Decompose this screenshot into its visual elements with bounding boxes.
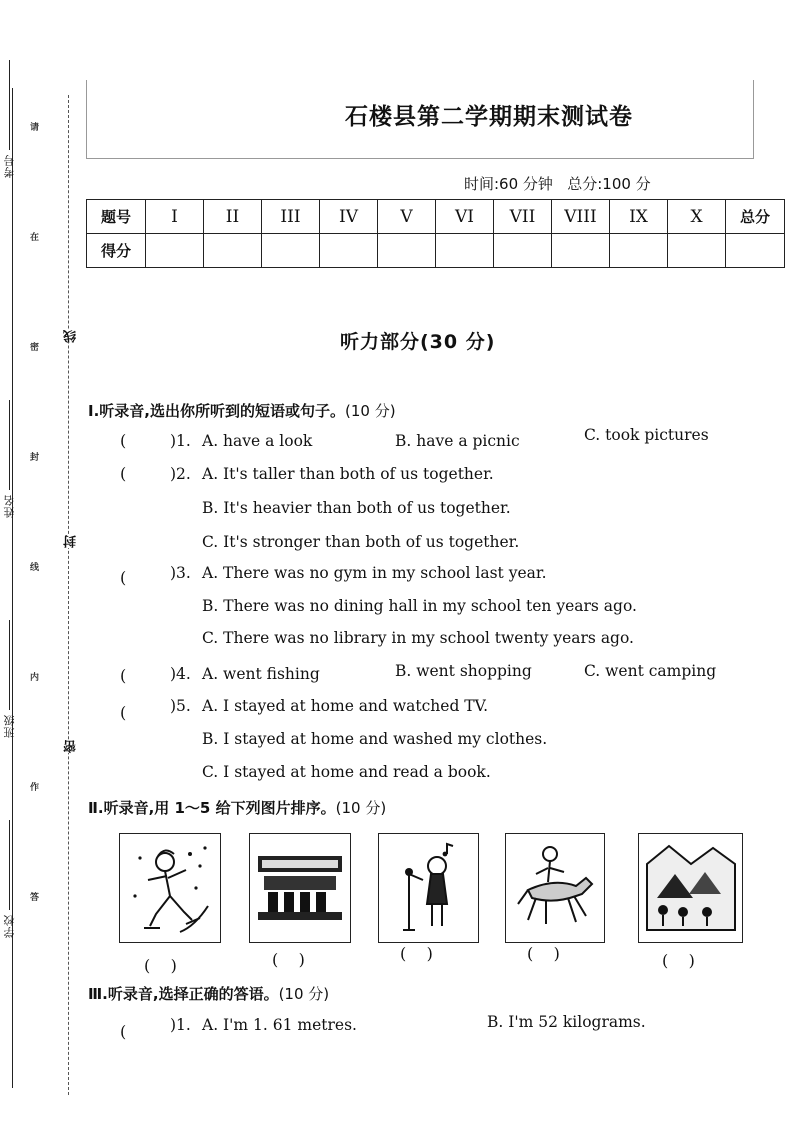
- numeral-cell: VIII: [552, 200, 610, 234]
- option-a: A. It's taller than both of us together.: [202, 465, 494, 483]
- seal-word-seal: 封: [64, 535, 79, 548]
- option-b: B. have a picnic: [395, 432, 520, 450]
- score-table-header-row: [87, 200, 785, 234]
- binding-warning-char: 请: [30, 123, 40, 133]
- time-and-total: [464, 173, 651, 194]
- answer-paren-open[interactable]: (: [120, 1022, 127, 1041]
- numeral-cell: VII: [494, 200, 552, 234]
- numeral-cell: X: [668, 200, 726, 234]
- score-table: [86, 199, 785, 268]
- picture-answer-slot[interactable]: ( ): [400, 944, 433, 963]
- total-label: 总分:100 分: [567, 175, 651, 193]
- score-cell[interactable]: [552, 234, 610, 268]
- exam-title: 石楼县第二学期期末测试卷: [345, 104, 633, 130]
- class-field[interactable]: 班级: [2, 620, 18, 738]
- binding-warning-char: 作: [30, 783, 40, 793]
- answer-paren-open[interactable]: (: [120, 464, 127, 483]
- binding-warning-char: 封: [30, 453, 40, 463]
- option-c: C. It's stronger than both of us together.: [202, 533, 520, 551]
- option-b: B. I'm 52 kilograms.: [487, 1013, 646, 1031]
- binding-warning-char: 线: [30, 563, 40, 573]
- numeral-cell: II: [204, 200, 262, 234]
- option-a: A. have a look: [202, 432, 313, 450]
- part3-heading: Ⅲ.听录音,选择正确的答语。(10 分): [88, 985, 330, 1003]
- option-b: B. It's heavier than both of us together.: [202, 499, 511, 517]
- total-score-cell[interactable]: [726, 234, 785, 268]
- part1-heading: Ⅰ.听录音,选出你所听到的短语或句子。(10 分): [88, 402, 396, 420]
- item-number: )1.: [170, 432, 191, 450]
- binding-line: [12, 88, 13, 1088]
- option-c: C. took pictures: [584, 426, 709, 444]
- option-b: B. went shopping: [395, 662, 532, 680]
- listening-section-title: 听力部分(30 分): [340, 331, 496, 353]
- option-a: A. I stayed at home and watched TV.: [202, 697, 489, 715]
- seal-word-line: 线: [64, 330, 79, 343]
- answer-paren-open[interactable]: (: [120, 703, 127, 722]
- part2-heading: Ⅱ.听录音,用 1～5 给下列图片排序。(10 分): [88, 799, 387, 817]
- score-cell[interactable]: [610, 234, 668, 268]
- binding-warning-char: 在: [30, 233, 40, 243]
- horse-riding-picture: [505, 833, 605, 943]
- item-number: )4.: [170, 665, 191, 683]
- score-cell[interactable]: [204, 234, 262, 268]
- picture-answer-slot[interactable]: ( ): [527, 944, 560, 963]
- score-cell[interactable]: [494, 234, 552, 268]
- item-number: )3.: [170, 564, 191, 582]
- score-cell[interactable]: [146, 234, 204, 268]
- option-b: B. There was no dining hall in my school ten years ago.: [202, 597, 637, 615]
- school-field[interactable]: 学校: [2, 820, 18, 938]
- answer-paren-open[interactable]: (: [120, 431, 127, 450]
- option-b: B. I stayed at home and washed my clothes.: [202, 730, 548, 748]
- numeral-cell: III: [262, 200, 320, 234]
- option-a: A. went fishing: [202, 665, 320, 683]
- item-number: )5.: [170, 697, 191, 715]
- score-cell[interactable]: [378, 234, 436, 268]
- score-label: 得分: [87, 234, 146, 268]
- seal-dashed-line: [68, 95, 69, 1095]
- score-cell[interactable]: [436, 234, 494, 268]
- name-field[interactable]: 姓名: [2, 400, 18, 518]
- numeral-cell: IX: [610, 200, 668, 234]
- option-c: C. I stayed at home and read a book.: [202, 763, 491, 781]
- camping-picture: [638, 833, 743, 943]
- time-label: 时间:60 分钟: [464, 175, 553, 193]
- option-a: A. There was no gym in my school last year.: [202, 564, 547, 582]
- score-cell[interactable]: [320, 234, 378, 268]
- question-no-label: 题号: [87, 200, 146, 234]
- score-cell[interactable]: [262, 234, 320, 268]
- binding-warning-char: 密: [30, 343, 40, 353]
- numeral-cell: VI: [436, 200, 494, 234]
- binding-warning-char: 答: [30, 893, 40, 903]
- singing-girl-picture: [378, 833, 479, 943]
- numeral-cell: I: [146, 200, 204, 234]
- option-c: C. went camping: [584, 662, 717, 680]
- school-sign-picture: [249, 833, 351, 943]
- total-score-label: 总分: [726, 200, 785, 234]
- binding-warning-char: 内: [30, 673, 40, 683]
- numeral-cell: IV: [320, 200, 378, 234]
- item-number: )1.: [170, 1016, 191, 1034]
- picture-answer-slot[interactable]: ( ): [662, 951, 695, 970]
- option-c: C. There was no library in my school twenty years ago.: [202, 629, 634, 647]
- exam-no-field[interactable]: 考号: [2, 60, 18, 178]
- picture-answer-slot[interactable]: ( ): [144, 956, 177, 975]
- item-number: )2.: [170, 465, 191, 483]
- score-table-score-row: [87, 234, 785, 268]
- answer-paren-open[interactable]: (: [120, 568, 127, 587]
- picture-answer-slot[interactable]: ( ): [272, 950, 305, 969]
- numeral-cell: V: [378, 200, 436, 234]
- answer-paren-open[interactable]: (: [120, 666, 127, 685]
- option-a: A. I'm 1. 61 metres.: [202, 1016, 357, 1034]
- ice-skating-picture: [119, 833, 221, 943]
- seal-word-secret: 密: [64, 740, 79, 753]
- score-cell[interactable]: [668, 234, 726, 268]
